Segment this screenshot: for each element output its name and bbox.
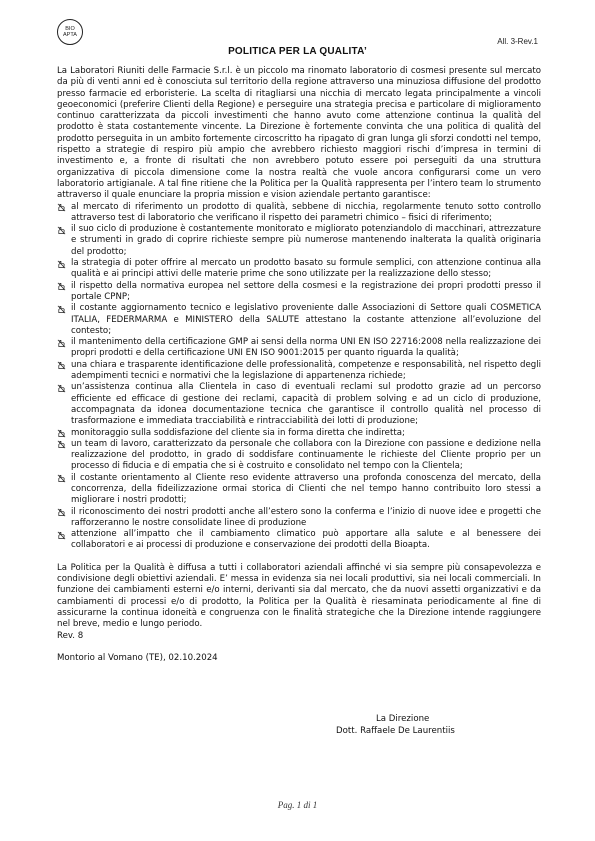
list-item-text: il costante orientamento al Cliente reso evidente attraverso una profonda conoscenza del mercato, della concorrenza, della fideilizzazione ormai storica di Clienti che nel tempo hanno contribuito loro stessi a migliorare i nostri prodotti; <box>71 472 541 506</box>
list-item <box>57 428 541 439</box>
list-item <box>57 202 541 225</box>
signature-name: Dott. Raffaele De Laurentiis <box>336 726 455 736</box>
crossed-hand-pointer-icon <box>57 203 66 212</box>
crossed-hand-pointer-icon <box>57 474 66 483</box>
list-item <box>57 281 541 304</box>
list-item <box>57 337 541 360</box>
list-item <box>57 382 541 427</box>
list-item-text: la strategia di poter offrire al mercato un prodotto basato su formule semplici, con attenzione continua alla qualità e ai principi attivi delle materie prime che sono utilizzate per la realizzazione dello stesso; <box>71 258 541 280</box>
list-item-text: il costante aggiornamento tecnico e legislativo proveniente dalle Associazioni di Settore quali COSMETICA ITALIA, FEDERMARMA e MINISTERO della SALUTE attestano la costante attenzione all’evoluzione del contesto; <box>71 303 541 336</box>
crossed-hand-pointer-icon <box>57 305 66 314</box>
place-date: Montorio al Vomano (TE), 02.10.2024 <box>57 652 218 663</box>
list-item <box>57 473 541 507</box>
crossed-hand-pointer-icon <box>57 226 66 235</box>
crossed-hand-pointer-icon <box>57 282 66 291</box>
list-item-text: al mercato di riferimento un prodotto di qualità, sebbene di nicchia, regolarmente tenuto sotto controllo attraverso test di laboratorio che verificano il rispetto dei parametri chimico – fisici di riferimento; <box>71 201 541 223</box>
document-code: All. 3-Rev.1 <box>497 37 538 46</box>
document-body <box>57 66 541 664</box>
logo-line1: BIO <box>65 26 75 32</box>
crossed-hand-pointer-icon <box>57 384 66 393</box>
list-item-text: il riconoscimento dei nostri prodotti anche all’estero sono la conferma e l’inizio di nuove idee e progetti che rafforzeranno le nostre consolidate linee di produzione <box>71 506 541 528</box>
list-item <box>57 303 541 337</box>
list-item <box>57 360 541 383</box>
signature-role: La Direzione <box>376 714 430 724</box>
list-item <box>57 224 541 258</box>
crossed-hand-pointer-icon <box>57 260 66 269</box>
logo-line2: APTA <box>63 32 77 38</box>
list-item-text: monitoraggio sulla soddisfazione del cliente sia in forma diretta che indiretta; <box>71 427 405 438</box>
crossed-hand-pointer-icon <box>57 440 66 449</box>
intro-paragraph: La Laboratori Riuniti delle Farmacie S.r.l. è un piccolo ma rinomato laboratorio di cosmesi presente sul mercato da più di venti anni ed è conosciuta sul territorio della regione attraverso una minuziosa diffusione del prodotto presso farmacie ed erboristerie. La scelta di ritagliarsi una nicchia di mercato legata principalmente a vincoli geoeconomici (preferire Clienti della Regione) e perseguire una strategia precisa e particolare di miglioramento continuo caratterizzata da piccoli investimenti che hanno avuto come attenzione continua la qualità del prodotto è stata costantemente vincente. La Direzione è fortemente convinta che una politica di qualità del prodotto perseguita in un ambito fortemente circoscritto ha ripagato di gran lunga gli sforzi condotti nel tempo, rispetto a strategie di respiro più ampio che avrebbero richiesto maggiori rischi d’impresa in termini di investimento e, a fronte di risultati che non avrebbero potuto essere poi perseguiti da una struttura organizzativa di piccola dimensione come la nostra realtà che vuole ancora configurarsi come un vero laboratorio artigianale. A tal fine ritiene che la Politica per la Qualità rappresenta per l’intero team lo strumento attraverso il quale enunciare la propria mission e vision aziendale pertanto garantisce: <box>57 66 541 201</box>
crossed-hand-pointer-icon <box>57 531 66 540</box>
revision-label: Rev. 8 <box>57 630 84 641</box>
list-item-text: attenzione all’impatto che il cambiamento climatico può apportare alla salute e al benessere dei collaboratori e ai processi di produzione e conservazione dei prodotti della Bioapta. <box>71 529 541 551</box>
list-item-text: una chiara e trasparente identificazione delle professionalità, competenze e responsabilità, nel rispetto degli adempimenti tecnici e normativi che la legislazione di appartenenza richiede; <box>71 359 541 382</box>
list-item-text: un’assistenza continua alla Clientela in caso di eventuali reclami sul prodotto grazie ad un percorso efficiente ed efficace di gestione dei reclami, capacità di problem solving e ad un ciclo di produzione, accompagnata da idonea documentazione tecnica che garantisce il controllo qualità nel processo di trasformazione e immediata tracciabilità e rintracciabilità dei lotti di produzione; <box>71 382 541 427</box>
list-item-text: il mantenimento della certificazione GMP ai sensi della norma UNI EN ISO 22716:2008 nella realizzazione dei propri prodotti e della certificazione UNI EN ISO 9001:2015 per quanto riguarda la qualità; <box>71 337 541 359</box>
list-item-text: un team di lavoro, caratterizzato da personale che collabora con la Direzione con passione e dedizione nella realizzazione del prodotto, in grado di soddisfare continuamente le richieste del Cliente proprio per un processo di fiducia e di empatia che si è costruito e consolidato nel tempo con la Clientela; <box>71 438 541 472</box>
crossed-hand-pointer-icon <box>57 361 66 370</box>
list-item-text: il rispetto della normativa europea nel settore della cosmesi e la registrazione dei propri prodotti presso il portale CPNP; <box>71 280 541 302</box>
company-logo <box>57 19 83 45</box>
commitment-list <box>57 202 541 552</box>
list-item <box>57 507 541 530</box>
list-item <box>57 439 541 473</box>
crossed-hand-pointer-icon <box>57 508 66 517</box>
list-item-text: il suo ciclo di produzione è costantemente monitorato e migliorato potenziandolo di macchinari, attrezzature e strumenti in grado di coprire richieste sempre più numerose mantenendo inalterata la qualità originaria del prodotto; <box>71 224 541 257</box>
list-item <box>57 258 541 281</box>
crossed-hand-pointer-icon <box>57 339 66 348</box>
closing-paragraph: La Politica per la Qualità è diffusa a tutti i collaboratori aziendali affinché vi sia sempre più consapevolezza e condivisione degli obiettivi aziendali. E’ messa in evidenza sia nei locali produttivi, sia nei locali commerciali. In funzione dei cambiamenti esterni e/o interni, derivanti sia dal mercato, che da nuovi assetti organizzativi e da cambiamenti di processi e/o di prodotto, la Politica per la Qualità è riesaminata periodicamente al fine di assicurarne la continua idoneità e congruenza con le finalità strategiche che la Direzione intende raggiungere nel breve, medio e lungo periodo. <box>57 562 541 630</box>
crossed-hand-pointer-icon <box>57 429 66 438</box>
list-item <box>57 529 541 552</box>
page-title: POLITICA PER LA QUALITA’ <box>228 46 367 57</box>
page-number: Pag. 1 di 1 <box>277 800 318 810</box>
